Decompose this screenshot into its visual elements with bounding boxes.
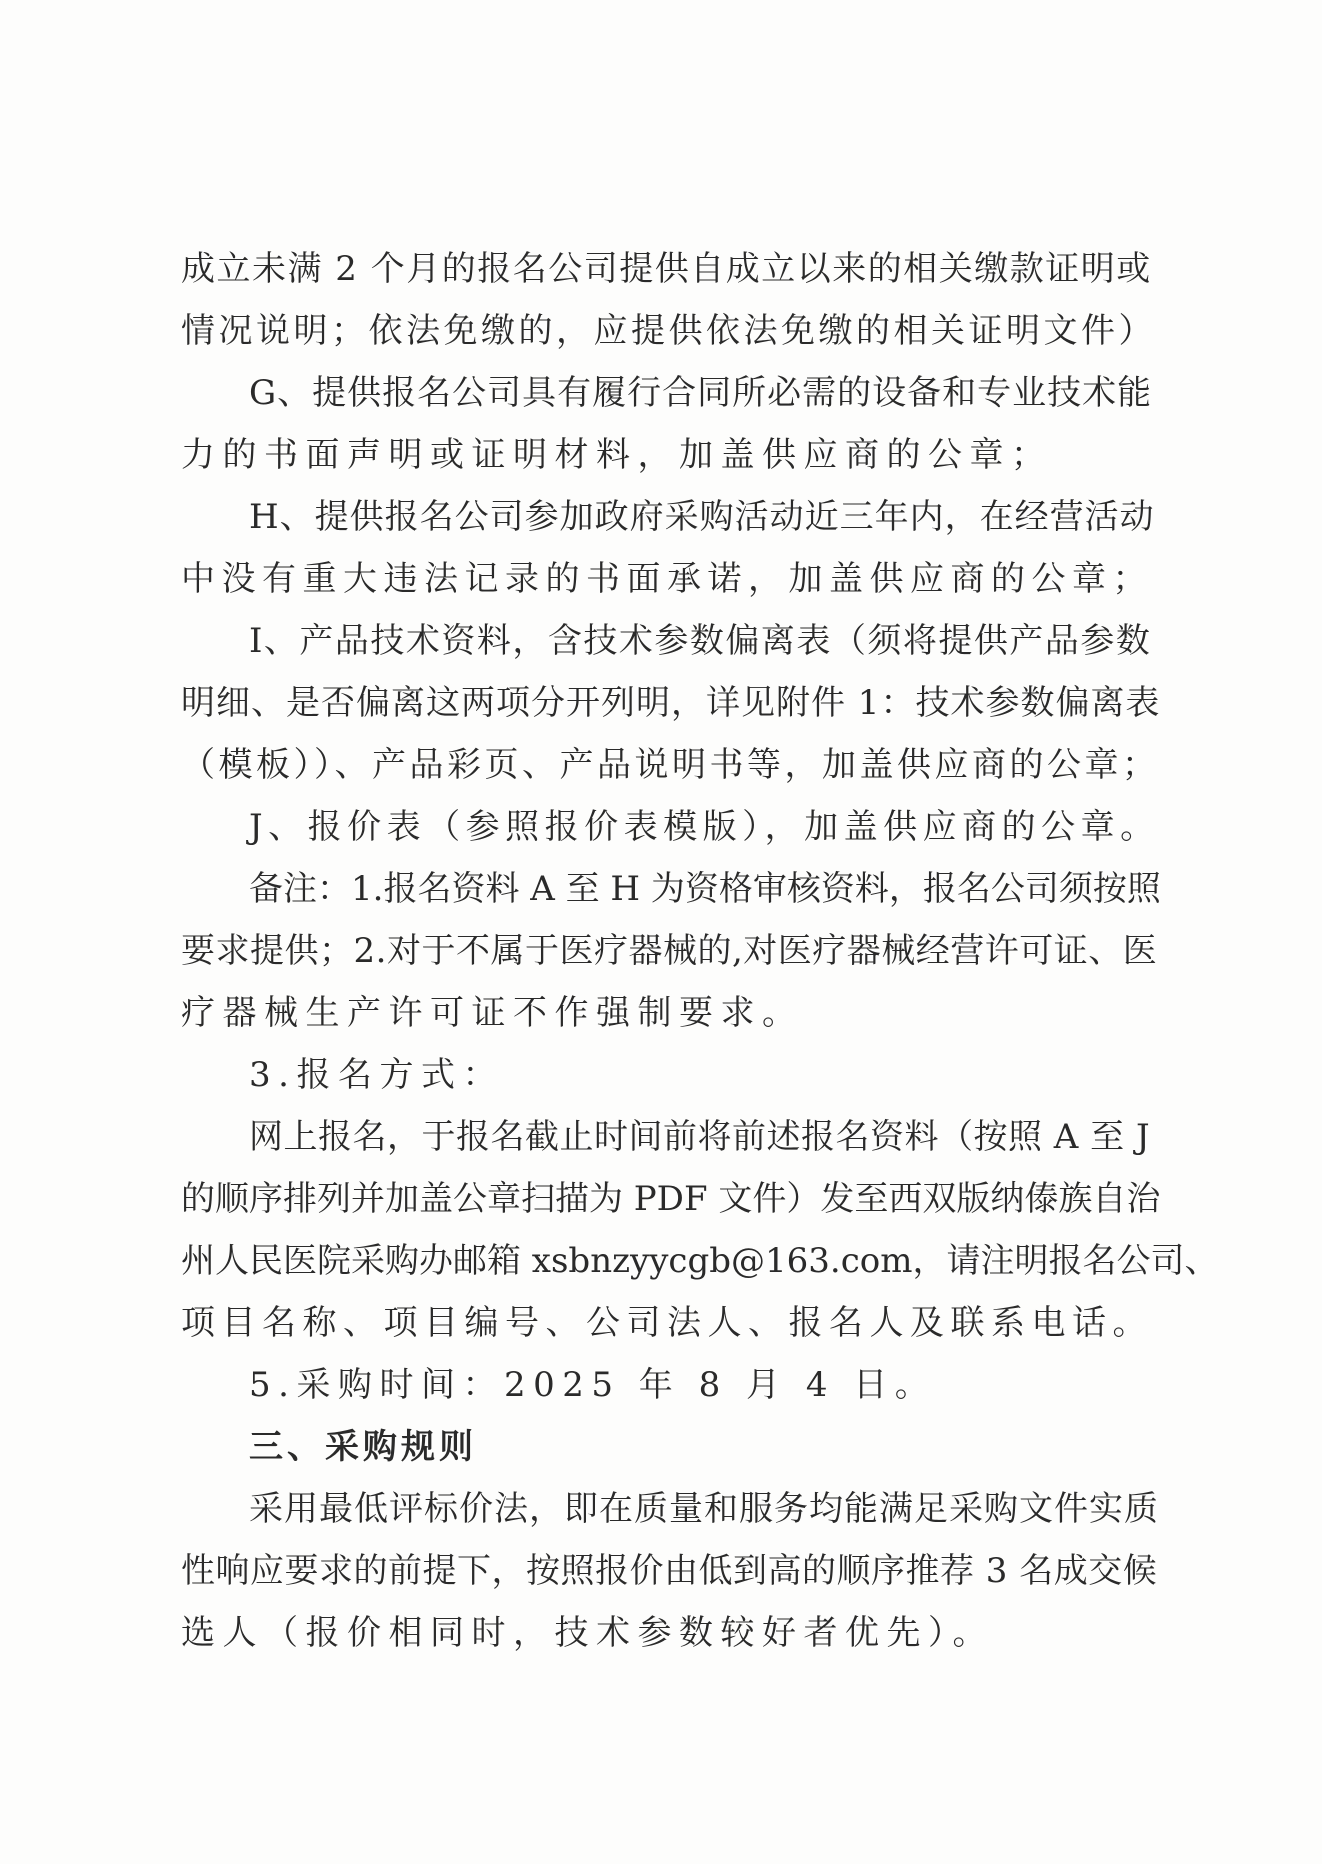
text-line: 项目名称、项目编号、公司法人、报名人及联系电话。 [181,1303,1153,1343]
section-heading: 三、采购规则 [249,1427,477,1467]
text-line: 成立未满 2 个月的报名公司提供自成立以来的相关缴款证明或 [181,249,1152,289]
text-line: （模板））、产品彩页、产品说明书等，加盖供应商的公章； [181,745,1160,785]
text-line: 备注：1.报名资料 A 至 H 为资格审核资料，报名公司须按照 [249,869,1161,909]
text-line: 疗器械生产许可证不作强制要求。 [181,993,804,1033]
text-line: 网上报名，于报名截止时间前将前述报名资料（按照 A 至 J [249,1117,1151,1157]
text-line: 力的书面声明或证明材料，加盖供应商的公章； [181,435,1053,475]
text-line: 明细、是否偏离这两项分开列明，详见附件 1：技术参数偏离表 [181,683,1161,723]
text-line: 3.报名方式： [249,1055,504,1095]
text-line: 要求提供；2.对于不属于医疗器械的,对医疗器械经营许可证、医 [181,931,1158,971]
text-line: H、提供报名公司参加政府采购活动近三年内，在经营活动 [249,497,1155,537]
text-line: 性响应要求的前提下，按照报价由低到高的顺序推荐 3 名成交候 [181,1551,1158,1591]
text-line: G、提供报名公司具有履行合同所必需的设备和专业技术能 [249,373,1153,413]
document-body [181,238,1219,1664]
text-line: J、报价表（参照报价表模版），加盖供应商的公章。 [249,807,1160,847]
text-line: 州人民医院采购办邮箱 xsbnzyycgb@163.com，请注明报名公司、 [181,1241,1219,1281]
text-line: 的顺序排列并加盖公章扫描为 PDF 文件）发至西双版纳傣族自治 [181,1179,1161,1219]
text-line: 中没有重大违法记录的书面承诺，加盖供应商的公章； [181,559,1153,599]
text-line: I、产品技术资料，含技术参数偏离表（须将提供产品参数 [249,621,1152,661]
text-line: 采用最低评标价法，即在质量和服务均能满足采购文件实质 [249,1489,1159,1529]
text-line: 情况说明；依法免缴的，应提供依法免缴的相关证明文件） [181,311,1156,351]
text-line: 5.采购时间：2025 年 8 月 4 日。 [249,1365,937,1405]
text-line: 选人（报价相同时，技术参数较好者优先）。 [181,1613,994,1653]
